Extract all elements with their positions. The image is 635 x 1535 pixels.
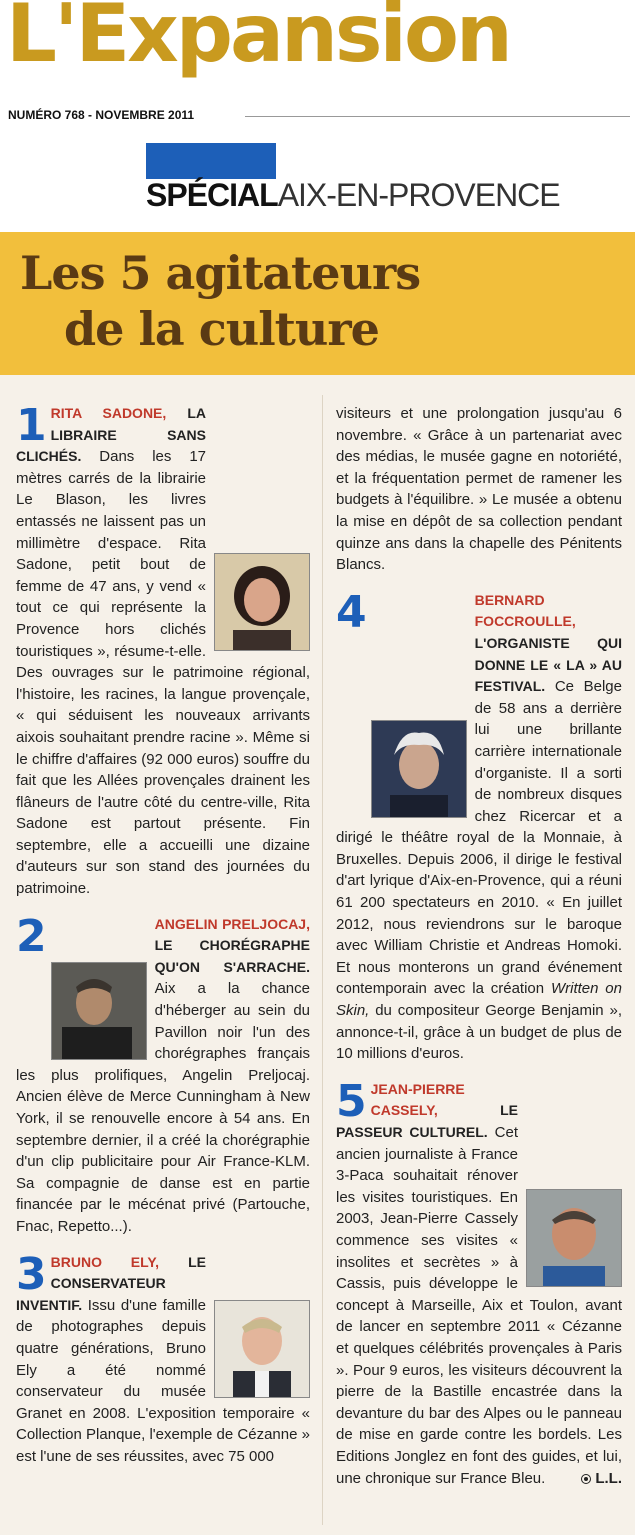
portrait-photo-rita-sadone [214,553,310,651]
item-number: 5 [336,1075,367,1127]
logo: L'Expansion [6,0,510,80]
portrait-photo-jean-pierre-cassely [526,1189,622,1287]
headline-line-1: Les 5 agitateurs [20,246,421,300]
section-color-bar [146,143,276,179]
article-item-3 [16,1248,310,1468]
item-name: JEAN-PIERRE CASSELY, [370,1080,465,1119]
column-divider [322,395,323,1525]
portrait-photo-angelin-preljocaj [51,962,147,1060]
item-text: Cet ancien journaliste à France 3-Paca souhaitait rénover les visites touristiques. En 2003, Jean-Pierre Cassely commence ses visites « insolites et secrètes » à Cassis, puis développe le concept à Marseille, Aix et Toulon, avant de lancer en septembre 2011 « Cézanne et quelques célébrités provençales à Paris ». Pour 9 euros, les visiteurs découvrent la pierre de la Bastille encastrée dans la devanture du bar des Alpes ou le panneau de mise en garde contre les bordels. Les Editions Jonglez en font des guides, et lui, une chronique sur France Bleu. [336,1124,622,1487]
item-name: RITA SADONE, [50,405,167,421]
item-text-after: du compositeur George Benjamin », annonce-t-il, grâce à un budget de plus de 10 millions d'euros. [336,1002,622,1063]
article-body [0,375,635,1535]
signature-bullet-icon [581,1474,591,1484]
item-name: BERNARD FOCCROULLE, [474,591,576,630]
item-number: 3 [16,1248,47,1300]
item-text: Aix a la chance d'héberger au sein du Pavillon noir l'un des chorégraphes français les plus prolifiques, Angelin Preljocaj. Ancien élève de Merce Cunningham à New York, il se renouvelle encore à 54 ans. En septembre dernier, il a créé la chorégraphie d'un clip publicitaire pour Air France-KLM. Sa compagnie de danse est en partie financée par le mécénat privé (Partouche, Fnac, Repetto...). [16,980,310,1235]
item-role: L'ORGANISTE QUI DONNE LE « LA » AU FESTIVAL. [474,634,622,695]
item-text-continued: visiteurs et une prolongation jusqu'au 6 novembre. « Grâce à un partenariat avec des médias, le musée gagne en notoriété, et la fréquentation permet de ramener les budgets à l'équilibre. » Le musée a obtenu la mise en dépôt de sa collection pendant quinze ans dans la chapelle des Pénitents Blancs. [336,405,622,574]
section-title-city: AIX-EN-PROVENCE [277,177,560,213]
item-number: 1 [16,400,47,451]
divider [245,116,630,117]
section-title-bold: SPÉCIAL [146,177,278,213]
item-text: Dans les 17 mètres carrés de la librairie Le Blason, les livres entassés ne laissent pas un millimètre d'espace. Rita Sadone, petit bout de femme de 47 ans, y vend « tout ce qui représente la Provence hors clichés touristiques », résume-t-elle. Des ouvrages sur le patrimoine régional, l'histoire, les racines, la langue provençale, « qui séduisent les nouveaux arrivants aixois souhaitant prendre racine ». Même si le chiffre d'affaires (92 000 euros) souffre du fait que les Allées provençales drainent les flâneurs de l'autre côté du centre-ville, Rita Sadone est partout présente. Fin septembre, elle a accueilli une dizaine d'auteurs sur son stand des journées du patrimoine. [16,448,310,898]
article-item-3-continued [336,403,622,576]
portrait-photo-bruno-ely [214,1300,310,1398]
item-role: LE CHORÉGRAPHE QU'ON S'ARRACHE. [154,937,310,975]
article-item-4 [336,586,622,1065]
item-role: LE CONSERVATEUR INVENTIF. [16,1253,206,1313]
item-number: 4 [336,586,367,638]
masthead [0,0,635,230]
item-number: 2 [16,910,47,962]
signature-text: L.L. [595,1469,622,1487]
portrait-photo-bernard-foccroulle [371,720,467,818]
headline-banner [0,232,635,375]
issue-label: NUMÉRO 768 - NOVEMBRE 2011 [8,108,195,122]
article-item-2 [16,910,310,1238]
column-left [16,400,310,1482]
author-signature [581,1468,622,1490]
item-text: Ce Belge de 58 ans a derrière lui une brillante carrière internationale d'organiste. Il a sorti de nombreux disques chez Ricercar et a dirigé le théâtre royal de la Monnaie, à Bruxelles. Depuis 2006, il dirige le festival d'art lyrique d'Aix-en-Provence, qui a réuni 61 200 spectateurs en 2010. « En juillet 2012, nous reviendrons sur le baroque avec William Christie et Andreas Homoki. Et nous monterons un grand événement contemporain avec la création [336,678,622,998]
item-italic-title: Written on Skin, [336,980,622,1020]
section-title [146,178,560,213]
article-item-5 [336,1075,622,1489]
item-role: LE PASSEUR CULTUREL. [336,1102,518,1140]
item-name: ANGELIN PRELJOCAJ, [154,915,310,932]
article-item-1 [16,400,310,900]
item-text: Issu d'une famille de photographes depuis quatre générations, Bruno Ely a été nommé conservateur du musée Granet en 2008. L'exposition temporaire « Collection Planque, l'exemple de Cézanne » est l'une de ses réussites, avec 75 000 [16,1296,310,1465]
item-role: LA LIBRAIRE SANS CLICHÉS. [16,405,206,465]
column-right [336,403,622,1503]
item-name: BRUNO ELY, [50,1253,160,1270]
headline-line-2: de la culture [64,302,379,356]
